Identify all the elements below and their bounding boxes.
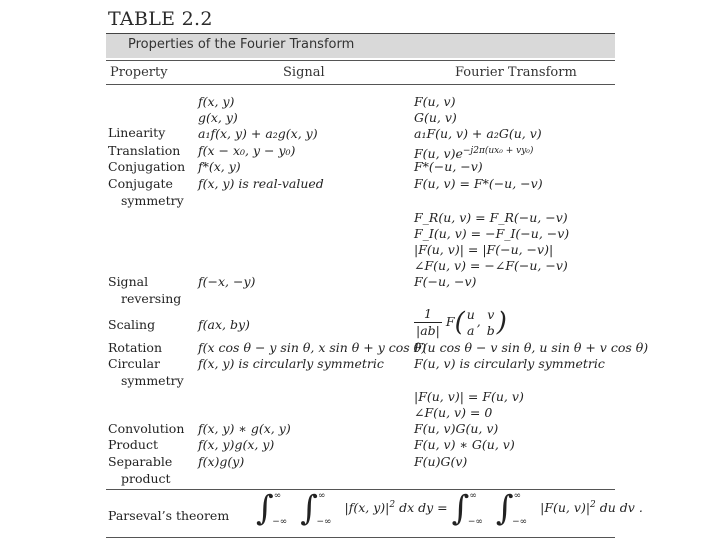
table-caption: Properties of the Fourier Transform <box>128 37 355 52</box>
transform-translation: F(u, $v)e^{-j2\pi(ux_0 + vy_0)}$ <box>414 146 534 162</box>
transform-real-part: F_R(u, v) = F_R(−u, −v) <box>414 210 568 225</box>
header-top-rule <box>106 60 615 61</box>
transform-circular: F(u, v) is circularly symmetric <box>414 356 605 371</box>
transform-conjugation: F*(−u, −v) <box>414 159 483 174</box>
translation-exponent: −j2π(ux₀ + vy₀) <box>462 146 534 156</box>
header-property: Property <box>110 65 168 80</box>
signal-scaling: f(ax, by) <box>198 317 250 332</box>
transform-linearity: a₁F(u, v) + a₂G(u, v) <box>414 126 542 141</box>
property-signal: Signal <box>108 274 149 289</box>
signal-conjugation: f*(x, y) <box>198 159 241 174</box>
table-number: TABLE 2.2 <box>108 8 213 30</box>
transform-conjugate-symmetry: F(u, v) = F*(−u, −v) <box>414 176 543 191</box>
transform-circular-phase: ∠F(u, v) = 0 <box>414 405 493 420</box>
signal-g: g(x, y) <box>198 110 238 125</box>
parseval-bottom-rule <box>106 537 615 538</box>
property-translation: Translation <box>108 143 181 158</box>
parseval-label: Parseval’s theorem <box>108 508 230 523</box>
property-convolution: Convolution <box>108 421 185 436</box>
header-signal: Signal <box>283 65 325 80</box>
property-circular: Circular <box>108 356 161 371</box>
signal-product: f(x, y)g(x, y) <box>198 437 275 452</box>
transform-imag-part: F_I(u, v) = −F_I(−u, −v) <box>414 226 570 241</box>
parseval-top-rule <box>106 489 615 490</box>
signal-linearity: a₁f(x, y) + a₂g(x, y) <box>198 126 318 141</box>
property-scaling: Scaling <box>108 317 156 332</box>
signal-conjugate-symmetry: f(x, y) is real-valued <box>198 176 324 191</box>
signal-convolution: f(x, y) ∗ g(x, y) <box>198 421 291 436</box>
header-transform: Fourier Transform <box>455 65 577 80</box>
property-conjugate-symmetry: symmetry <box>121 193 184 208</box>
integral-sign: ∫ <box>256 488 274 529</box>
signal-translation: f(x − x₀, y − y₀) <box>198 143 296 158</box>
transform-convolution: F(u, v)G(u, v) <box>414 421 499 436</box>
integral-sign: ∫ <box>300 488 318 529</box>
property-separable: Separable <box>108 454 173 469</box>
transform-magnitude: |F(u, v)| = |F(−u, −v)| <box>414 242 554 257</box>
signal-rotation: f(x cos θ − y sin θ, x sin θ + y cos θ) <box>198 340 427 355</box>
parseval-equation: $\int^\infty_{-\infty}$ $\int^\infty_{-\infty}$ |f(x, $y)|^2$ dx dy = $\int^\infty_{-\infty}$ $\int^\infty_{-\infty}$ |F(u, $v)|^2$ du dv . <box>256 488 643 529</box>
transform-product: F(u, v) ∗ G(u, v) <box>414 437 515 452</box>
integral-sign: ∫ <box>495 488 514 529</box>
transform-f: F(u, v) <box>414 94 456 109</box>
transform-g: G(u, v) <box>414 110 457 125</box>
transform-separable: F(u)G(v) <box>414 454 468 469</box>
property-conjugate: Conjugate <box>108 176 173 191</box>
header-bottom-rule <box>106 84 615 85</box>
signal-separable: f(x)g(y) <box>198 454 245 469</box>
property-conjugation: Conjugation <box>108 159 186 174</box>
transform-rotation: F(u cos θ − v sin θ, u sin θ + v cos θ) <box>414 340 649 355</box>
signal-reversing: f(−x, −y) <box>198 274 256 289</box>
integral-sign: ∫ <box>451 488 470 529</box>
property-rotation: Rotation <box>108 340 163 355</box>
table-caption-band <box>106 33 615 58</box>
property-separable-product: product <box>121 471 171 486</box>
property-linearity: Linearity <box>108 125 166 140</box>
signal-circular: f(x, y) is circularly symmetric <box>198 356 384 371</box>
transform-reversing: F(−u, −v) <box>414 274 477 289</box>
transform-phase: ∠F(u, v) = −∠F(−u, −v) <box>414 258 568 273</box>
scaling-fraction: $\frac{1}{|ab|}$ <box>416 306 440 338</box>
property-product: Product <box>108 437 158 452</box>
transform-scaling: $\frac{1}{|ab|}$ F( u a , v b ) <box>416 306 507 338</box>
property-signal-reversing: reversing <box>121 291 182 306</box>
transform-circular-magnitude: |F(u, v)| = F(u, v) <box>414 389 524 404</box>
property-circular-symmetry: symmetry <box>121 373 184 388</box>
signal-f: f(x, y) <box>198 94 235 109</box>
